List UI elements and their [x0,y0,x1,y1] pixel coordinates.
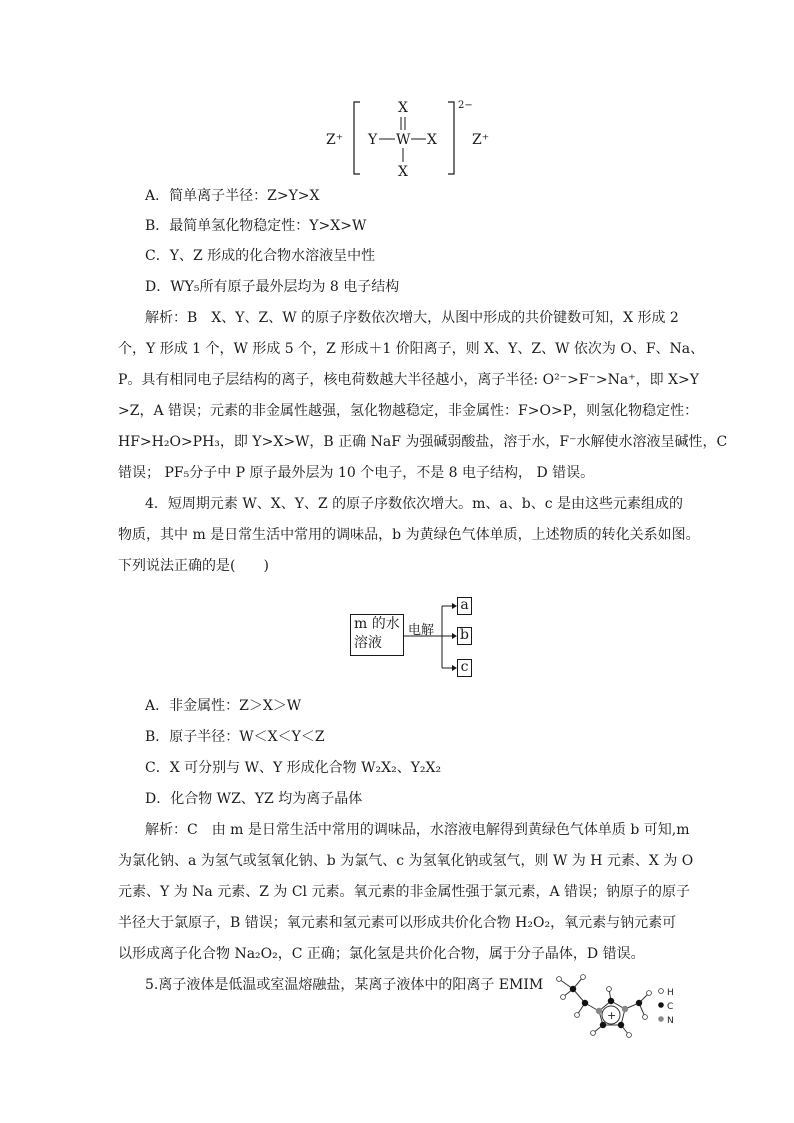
ring-charge: + [607,1009,617,1022]
arrow-label: 电解 [408,623,435,638]
atom-center: W [396,132,411,148]
source-box [350,614,404,656]
q4-stem-line-1: 4．短周期元素 W、X、Y、Z 的原子序数依次增大。m、a、b、c 是由这些元素组成的 [145,496,684,512]
q3-analysis-line-3: P。具有相同电子层结构的离子，核电荷数越大半径越小，离子半径: O²⁻>F⁻>Na⁺，即 X>Y [118,372,700,388]
q3-option-b: B．最简单氢化物稳定性：Y>X>W [145,218,367,234]
q3-analysis-line-2: 个，Y 形成 1 个，W 形成 5 个，Z 形成＋1 价阳离子，则 X、Y、Z、W 依次为 O、F、Na、 [118,341,705,357]
q4-analysis-line-4: 半径大于氯原子，B 错误；氧元素和氢元素可以形成共价化合物 H₂O₂，氧元素与钠元素可 [118,915,677,931]
legend-h: H [667,988,674,998]
right-bracket [448,102,454,174]
q4-option-b: B．原子半径：W＜X＜Y＜Z [145,729,325,745]
cation-right: Z⁺ [472,132,490,148]
q4-option-a: A．非金属性：Z＞X＞W [145,698,302,714]
q3-analysis-line-4: >Z，A 错误；元素的非金属性越强，氢化物越稳定，非金属性：F>O>P，则氢化物稳定性： [118,403,699,419]
q3-option-a: A．简单离子半径：Z>Y>X [145,188,320,204]
legend-n: N [667,1016,674,1026]
q4-analysis-line-5: 以形成离子化合物 Na₂O₂，C 正确；氯化氢是共价化合物，属于分子晶体，D 错误。 [118,946,645,962]
q5-stem: 5.离子液体是低温或室温熔融盐，某离子液体中的阳离子 EMIM [145,977,544,993]
source-line-1: m 的水 [354,616,400,632]
product-a: a [457,597,472,615]
flow-arrows [404,592,460,686]
q4-stem-line-3: 下列说法正确的是( ) [118,558,269,574]
q4-stem-line-2: 物质，其中 m 是日常生活中常用的调味品，b 为黄绿色气体单质，上述物质的转化关系如图。 [118,527,700,543]
cation-left: Z⁺ [326,132,344,148]
electrolysis-flow-diagram [350,592,480,686]
atom-left: Y [368,132,378,148]
q3-analysis-line-1: 解析：B X、Y、Z、W 的原子序数依次增大，从图中形成的共价键数可知，X 形成 2 [145,310,679,326]
source-line-2: 溶液 [354,635,382,651]
left-bracket [354,102,360,174]
product-c: c [457,659,472,677]
product-b: b [457,627,472,645]
q3-option-c: C．Y、Z 形成的化合物水溶液呈中性 [145,248,376,264]
emim-cation-model [545,963,685,1045]
atom-top: X [398,100,408,116]
q3-option-d: D．WY₅所有原子最外层均为 8 电子结构 [145,279,400,295]
legend-c: C [667,1002,674,1012]
q4-option-d: D．化合物 WZ、YZ 均为离子晶体 [145,791,363,807]
anion-charge: 2− [458,100,473,111]
q4-analysis-line-1: 解析：C 由 m 是日常生活中常用的调味品，水溶液电解得到黄绿色气体单质 b 可知,m [145,822,690,838]
q4-analysis-line-2: 为氯化钠、a 为氢气或氢氧化钠、b 为氯气、c 为氢氧化钠或氢气，则 W 为 H 元素、X 为 O [118,853,694,869]
q4-option-c: C．X 可分别与 W、Y 形成化合物 W₂X₂、Y₂X₂ [145,760,442,776]
q3-analysis-line-5: HF>H₂O>PH₃，即 Y>X>W，B 正确 NaF 为强碱弱酸盐，溶于水，F⁻水解使水溶液呈碱性，C [118,434,728,450]
ionic-structure-diagram [318,96,508,182]
q3-analysis-line-6: 错误； PF₅分子中 P 原子最外层为 10 个电子，不是 8 电子结构， D 错误。 [118,465,595,481]
q4-analysis-line-3: 元素、Y 为 Na 元素、Z 为 Cl 元素。氧元素的非金属性强于氯元素，A 错误；钠原子的原子 [118,884,691,900]
atom-bottom: X [398,164,408,180]
atom-right: X [427,132,437,148]
